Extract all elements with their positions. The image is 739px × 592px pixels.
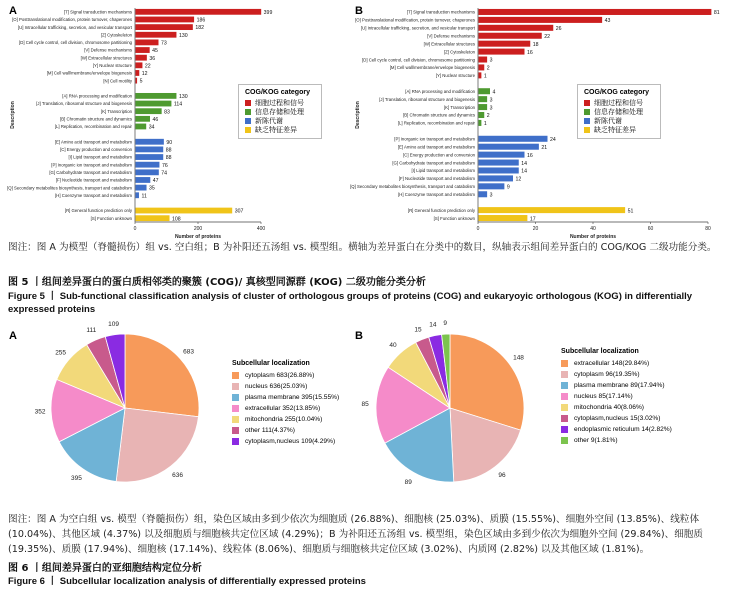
bar (136, 108, 162, 114)
legend-swatch (584, 100, 590, 106)
value-label: 9 (506, 184, 510, 191)
value-label: 130 (178, 94, 188, 101)
category-label: [J] Translation, ribosomal structure and biogenesis (379, 96, 475, 102)
category-label: [Q] Secondary metabolites biosynthesis, transport and catabolism (7, 185, 132, 191)
slice-value-label: 683 (183, 348, 194, 356)
bar (136, 139, 164, 145)
bar (479, 72, 482, 78)
x-tick-label: 80 (705, 226, 711, 232)
bar (479, 25, 554, 31)
bar (136, 116, 150, 122)
category-label: [M] Cell wall/membrane/envelope biogenesis (389, 65, 475, 71)
category-label: [V] Defense mechanisms (427, 33, 475, 39)
bar (136, 9, 262, 15)
bar (479, 160, 519, 166)
x-tick-label: 200 (193, 226, 203, 232)
value-label: 88 (165, 147, 172, 154)
bar (479, 175, 514, 181)
value-label: 16 (527, 152, 533, 159)
category-label: [V] Defense mechanisms (84, 47, 132, 53)
category-label: [B] Chromatin structure and dynamics (60, 116, 132, 122)
bar (136, 208, 233, 214)
legend-label: 信息存储和处理 (594, 108, 643, 116)
slice-value-label: 40 (389, 341, 397, 349)
pie-slice (125, 334, 199, 417)
legend-swatch (232, 416, 239, 423)
fig6-panel-b-label: B (355, 330, 363, 342)
category-label: [I] Lipid transport and metabolism (411, 168, 475, 174)
fig6-legend-b (561, 348, 711, 446)
fig5-title-cn: 图 5 丨组间差异蛋白的蛋白质相邻类的聚簇 (COG)/ 真核型同源群 (KOG) 二级功能分类分析 (8, 277, 426, 288)
value-label: 182 (195, 25, 204, 32)
fig6-caption: 图注：图 A 为空白组 vs. 模型（脊髓损伤）组，染色区域由多到少依次为细胞质 (26.88%)、细胞核 (25.03%)、质膜 (15.55%)、细胞外空间 (13.85%)、线粒体 (10.04%)、其他区域 (4.37%) 以及细胞质与细胞核共定位区域 (4.29%)；B 为补阳还五汤组 vs. 模型组，染色区域由多到少依次为细胞外空间 (29.84%)、细胞质 (19.35%)、质膜 (17.94%)、细胞核 (17.14%)、线粒体 (8.06%)、细胞质与细胞核共定位区域 (3.02%)、内质网 (2.82%) 以及其他区域 (1.81%)。 (8, 514, 703, 555)
bar (479, 41, 531, 47)
legend-swatch (561, 404, 568, 411)
legend-label: 新陈代谢 (255, 117, 283, 125)
bar (479, 33, 542, 39)
legend-label: extracellular 352(13.85%) (245, 405, 321, 412)
value-label: 46 (152, 116, 159, 123)
bar (479, 96, 488, 102)
legend-label: other 111(4.37%) (245, 427, 295, 434)
pie-slice (116, 408, 198, 482)
legend-item (232, 414, 352, 425)
category-label: [Z] Cytoskeleton (100, 32, 132, 38)
slice-value-label: 15 (414, 326, 422, 334)
legend-label: 缺乏特征差异 (594, 126, 636, 134)
legend-label: cytoplasm,nucleus 109(4.29%) (245, 438, 336, 445)
value-label: 83 (164, 109, 170, 116)
legend-item (232, 403, 352, 414)
value-label: 35 (149, 185, 155, 192)
legend-swatch (561, 415, 568, 422)
category-label: [L] Replication, recombination and repair (54, 124, 132, 130)
value-label: 24 (550, 136, 556, 143)
value-label: 34 (148, 124, 155, 131)
category-label: [A] RNA processing and modification (62, 93, 132, 99)
legend-label: nucleus 85(17.14%) (574, 393, 633, 400)
x-tick-label: 400 (256, 226, 266, 232)
value-label: 4 (492, 89, 496, 96)
legend-swatch (561, 393, 568, 400)
bar (136, 47, 150, 53)
fig5-panel-b-label: B (355, 5, 363, 17)
value-label: 17 (529, 216, 536, 223)
legend-swatch (561, 426, 568, 433)
value-label: 45 (152, 48, 158, 55)
value-label: 90 (166, 139, 173, 146)
bar (136, 24, 193, 30)
legend-swatch (245, 118, 251, 124)
category-label: [M] Cell wall/membrane/envelope biogenesis (46, 70, 132, 76)
legend-label: 细胞过程和信号 (255, 99, 304, 107)
value-label: 22 (144, 63, 151, 70)
category-label: [Y] Nuclear structure (435, 73, 475, 79)
value-label: 399 (263, 9, 273, 16)
value-label: 3 (489, 105, 493, 112)
category-label: [O] Posttranslational modification, protein turnover, chaperones (355, 17, 475, 23)
value-label: 11 (141, 193, 147, 200)
category-label: [F] Nucleotide transport and metabolism (55, 177, 132, 183)
legend-title: Subcellular localization (561, 348, 639, 355)
legend-item (232, 381, 352, 392)
bar (479, 183, 505, 189)
legend-label: mitochondria 40(8.06%) (574, 404, 645, 411)
legend-item (561, 413, 711, 424)
bar (479, 207, 626, 213)
fig5-panel-a-label: A (9, 5, 17, 17)
slice-value-label: 148 (513, 354, 524, 362)
value-label: 130 (178, 32, 188, 39)
legend-label: endoplasmic reticulum 14(2.82%) (574, 426, 672, 433)
category-label: [W] Extracellular structures (80, 55, 132, 61)
bar (479, 136, 548, 142)
category-label: [C] Energy production and conversion (403, 152, 475, 158)
legend-swatch (232, 372, 239, 379)
bar (136, 55, 147, 61)
x-tick-label: 60 (647, 226, 654, 232)
legend-label: cytoplasm,nucleus 15(3.02%) (574, 415, 661, 422)
fig6-panel-a-label: A (9, 330, 17, 342)
category-label: [K] Transcription (443, 104, 475, 110)
bar (136, 162, 160, 168)
legend-item (561, 391, 711, 402)
bar (136, 39, 159, 45)
x-axis-label: Number of proteins (174, 234, 222, 240)
bar (479, 191, 488, 197)
legend-swatch (245, 109, 251, 115)
value-label: 307 (234, 208, 244, 215)
legend-item (232, 370, 352, 381)
category-label: [H] Coenzyme transport and metabolism (398, 192, 475, 198)
category-label: [O] Posttranslational modification, protein turnover, chaperones (12, 17, 132, 23)
legend-label: plasma membrane 395(15.55%) (245, 394, 340, 401)
value-label: 81 (713, 10, 720, 17)
value-label: 74 (161, 170, 168, 177)
value-label: 108 (172, 216, 181, 223)
category-label: [R] General function prediction only (407, 207, 475, 213)
bar (136, 70, 140, 76)
legend-swatch (584, 109, 590, 115)
fig6-pie-chart-b (350, 318, 560, 498)
legend-title: COG/KOG category (245, 89, 310, 96)
category-label: [Y] Nuclear structure (92, 63, 132, 69)
category-label: [H] Coenzyme transport and metabolism (55, 192, 132, 198)
category-label: [R] General function prediction only (64, 208, 132, 214)
x-tick-label: 0 (476, 226, 480, 232)
x-tick-label: 20 (532, 226, 539, 232)
category-label: [B] Chromatin structure and dynamics (403, 112, 475, 118)
bar (479, 215, 528, 221)
category-label: [J] Translation, ribosomal structure and biogenesis (36, 101, 132, 107)
value-label: 22 (544, 33, 551, 40)
legend-label: 信息存储和处理 (255, 108, 304, 116)
legend-swatch (584, 127, 590, 133)
slice-value-label: 352 (34, 408, 46, 416)
category-label: [W] Extracellular structures (423, 41, 475, 47)
legend-item (561, 435, 711, 446)
legend-swatch (561, 382, 568, 389)
bar (479, 17, 603, 23)
x-tick-label: 0 (133, 226, 137, 232)
bar (136, 177, 151, 183)
bar (479, 88, 491, 94)
bar (136, 93, 177, 99)
bar (479, 120, 482, 126)
value-label: 76 (161, 162, 168, 169)
legend-item (584, 125, 654, 134)
legend-label: 细胞过程和信号 (594, 99, 643, 107)
slice-value-label: 255 (55, 349, 67, 357)
category-label: [P] Inorganic ion transport and metabolism (394, 136, 475, 142)
category-label: [D] Cell cycle control, cell division, chromosome partitioning (362, 57, 475, 63)
value-label: 12 (515, 176, 522, 183)
bar (136, 78, 138, 84)
legend-swatch (561, 360, 568, 367)
legend-swatch (232, 438, 239, 445)
bar (136, 169, 159, 175)
category-label: [T] Signal transduction mechanisms (63, 9, 132, 15)
category-label: [T] Signal transduction mechanisms (406, 9, 475, 15)
fig5-legend-b (577, 84, 661, 139)
slice-value-label: 85 (361, 401, 369, 409)
bar (136, 17, 195, 23)
bar (479, 64, 485, 70)
y-axis-label: Description (10, 101, 16, 129)
value-label: 26 (555, 26, 562, 33)
legend-label: plasma membrane 89(17.94%) (574, 382, 665, 389)
value-label: 73 (160, 40, 167, 47)
bar (479, 57, 488, 63)
bar (479, 152, 525, 158)
value-label: 114 (173, 101, 183, 108)
fig5-legend-a (238, 84, 322, 139)
category-label: [E] Amino acid transport and metabolism (397, 144, 475, 150)
category-label: [G] Carbohydrate transport and metabolism (392, 160, 475, 166)
bar (136, 146, 164, 152)
legend-label: 新陈代谢 (594, 117, 622, 125)
value-label: 3 (489, 57, 493, 64)
fig6-title-en: Figure 6 丨 Subcellular localization analysis of differentially expressed proteins (8, 576, 366, 587)
value-label: 36 (149, 55, 156, 62)
slice-value-label: 111 (86, 326, 97, 334)
legend-item (232, 392, 352, 403)
category-label: [L] Replication, recombination and repair (397, 120, 475, 126)
value-label: 43 (604, 18, 611, 25)
legend-item (245, 125, 315, 134)
slice-value-label: 14 (429, 321, 437, 329)
bar (136, 32, 177, 38)
fig5-caption: 图注：图 A 为模型（脊髓损伤）组 vs. 空白组；B 为补阳还五汤组 vs. 模型组。横轴为差异蛋白在分类中的数目，纵轴表示组间差异蛋白的 COG/KOG 二级功能分类。 (8, 242, 717, 253)
legend-label: cytoplasm 683(26.88%) (245, 372, 315, 379)
fig6-title-cn: 图 6 丨组间差异蛋白的亚细胞结构定位分析 (8, 563, 202, 574)
legend-swatch (561, 437, 568, 444)
category-label: [C] Energy production and conversion (60, 147, 132, 153)
category-label: [N] Cell motility (103, 78, 132, 84)
legend-label: extracellular 148(29.84%) (574, 360, 650, 367)
value-label: 51 (627, 208, 634, 215)
legend-title: Subcellular localization (232, 360, 310, 367)
bar (479, 104, 488, 110)
value-label: 2 (486, 65, 490, 72)
legend-item (561, 358, 711, 369)
y-axis-label: Description (355, 101, 361, 129)
value-label: 18 (532, 41, 539, 48)
slice-value-label: 9 (443, 320, 447, 328)
bar (136, 62, 143, 68)
fig5-title-en: Figure 5 丨 Sub-functional classification analysis of cluster of orthologous groups of proteins (COG) and eukaryoyic orthologous (KOG) in differentially expressed proteins (8, 291, 693, 315)
category-label: [F] Nucleotide transport and metabolism (398, 176, 475, 182)
legend-item (561, 380, 711, 391)
value-label: 47 (152, 178, 159, 185)
category-label: [I] Lipid transport and metabolism (68, 154, 132, 160)
legend-swatch (232, 394, 239, 401)
bar (136, 192, 139, 198)
bar (479, 167, 519, 173)
legend-swatch (584, 118, 590, 124)
bar (136, 215, 170, 221)
legend-swatch (232, 405, 239, 412)
value-label: 16 (527, 49, 533, 56)
category-label: [S] Function unknown (90, 215, 132, 221)
slice-value-label: 395 (70, 474, 82, 482)
value-label: 14 (521, 160, 528, 167)
legend-item (232, 425, 352, 436)
category-label: [S] Function unknown (433, 215, 475, 221)
value-label: 1 (483, 73, 487, 80)
legend-swatch (232, 383, 239, 390)
slice-value-label: 109 (108, 320, 120, 328)
value-label: 3 (489, 192, 493, 199)
value-label: 88 (165, 155, 172, 162)
value-label: 1 (483, 121, 487, 128)
value-label: 14 (521, 168, 528, 175)
category-label: [G] Carbohydrate transport and metabolism (49, 170, 132, 176)
category-label: [Q] Secondary metabolites biosynthesis, transport and catabolism (350, 184, 475, 190)
category-label: [A] RNA processing and modification (405, 88, 475, 94)
bar (479, 9, 712, 15)
value-label: 12 (141, 71, 148, 78)
value-label: 2 (486, 113, 490, 120)
bar (479, 49, 525, 55)
slice-value-label: 636 (172, 471, 183, 479)
value-label: 21 (541, 144, 548, 151)
value-label: 186 (196, 17, 206, 24)
category-label: [P] Inorganic ion transport and metabolism (51, 162, 132, 168)
legend-swatch (561, 371, 568, 378)
bar (479, 144, 539, 150)
category-label: [Z] Cytoskeleton (443, 49, 475, 55)
category-label: [E] Amino acid transport and metabolism (54, 139, 132, 145)
bar (479, 112, 485, 118)
x-axis-label: Number of proteins (569, 234, 617, 240)
bar (136, 101, 172, 107)
fig5-bar-chart-b (345, 0, 739, 240)
legend-label: 缺乏特征差异 (255, 126, 297, 134)
legend-item (561, 402, 711, 413)
legend-label: mitochondria 255(10.04%) (245, 416, 323, 423)
bar (136, 124, 147, 130)
bar (136, 185, 147, 191)
category-label: [U] Intracellular trafficking, secretion, and vesicular transport (17, 24, 132, 30)
slice-value-label: 96 (498, 472, 506, 480)
legend-title: COG/KOG category (584, 89, 649, 96)
fig6-pie-chart-a (0, 318, 230, 498)
slice-value-label: 89 (404, 479, 412, 487)
legend-item (561, 369, 711, 380)
legend-item (561, 424, 711, 435)
fig6-legend-a (232, 360, 352, 447)
category-label: [K] Transcription (100, 108, 132, 114)
bar (136, 154, 164, 160)
legend-swatch (245, 127, 251, 133)
category-label: [D] Cell cycle control, cell division, chromosome partitioning (19, 40, 132, 46)
legend-swatch (245, 100, 251, 106)
category-label: [U] Intracellular trafficking, secretion, and vesicular transport (360, 25, 475, 31)
legend-label: other 9(1.81%) (574, 437, 618, 444)
legend-label: cytoplasm 96(19.35%) (574, 371, 640, 378)
legend-label: nucleus 636(25.03%) (245, 383, 308, 390)
value-label: 5 (139, 78, 143, 85)
value-label: 3 (489, 97, 493, 104)
legend-swatch (232, 427, 239, 434)
x-tick-label: 40 (590, 226, 596, 232)
legend-item (232, 436, 352, 447)
